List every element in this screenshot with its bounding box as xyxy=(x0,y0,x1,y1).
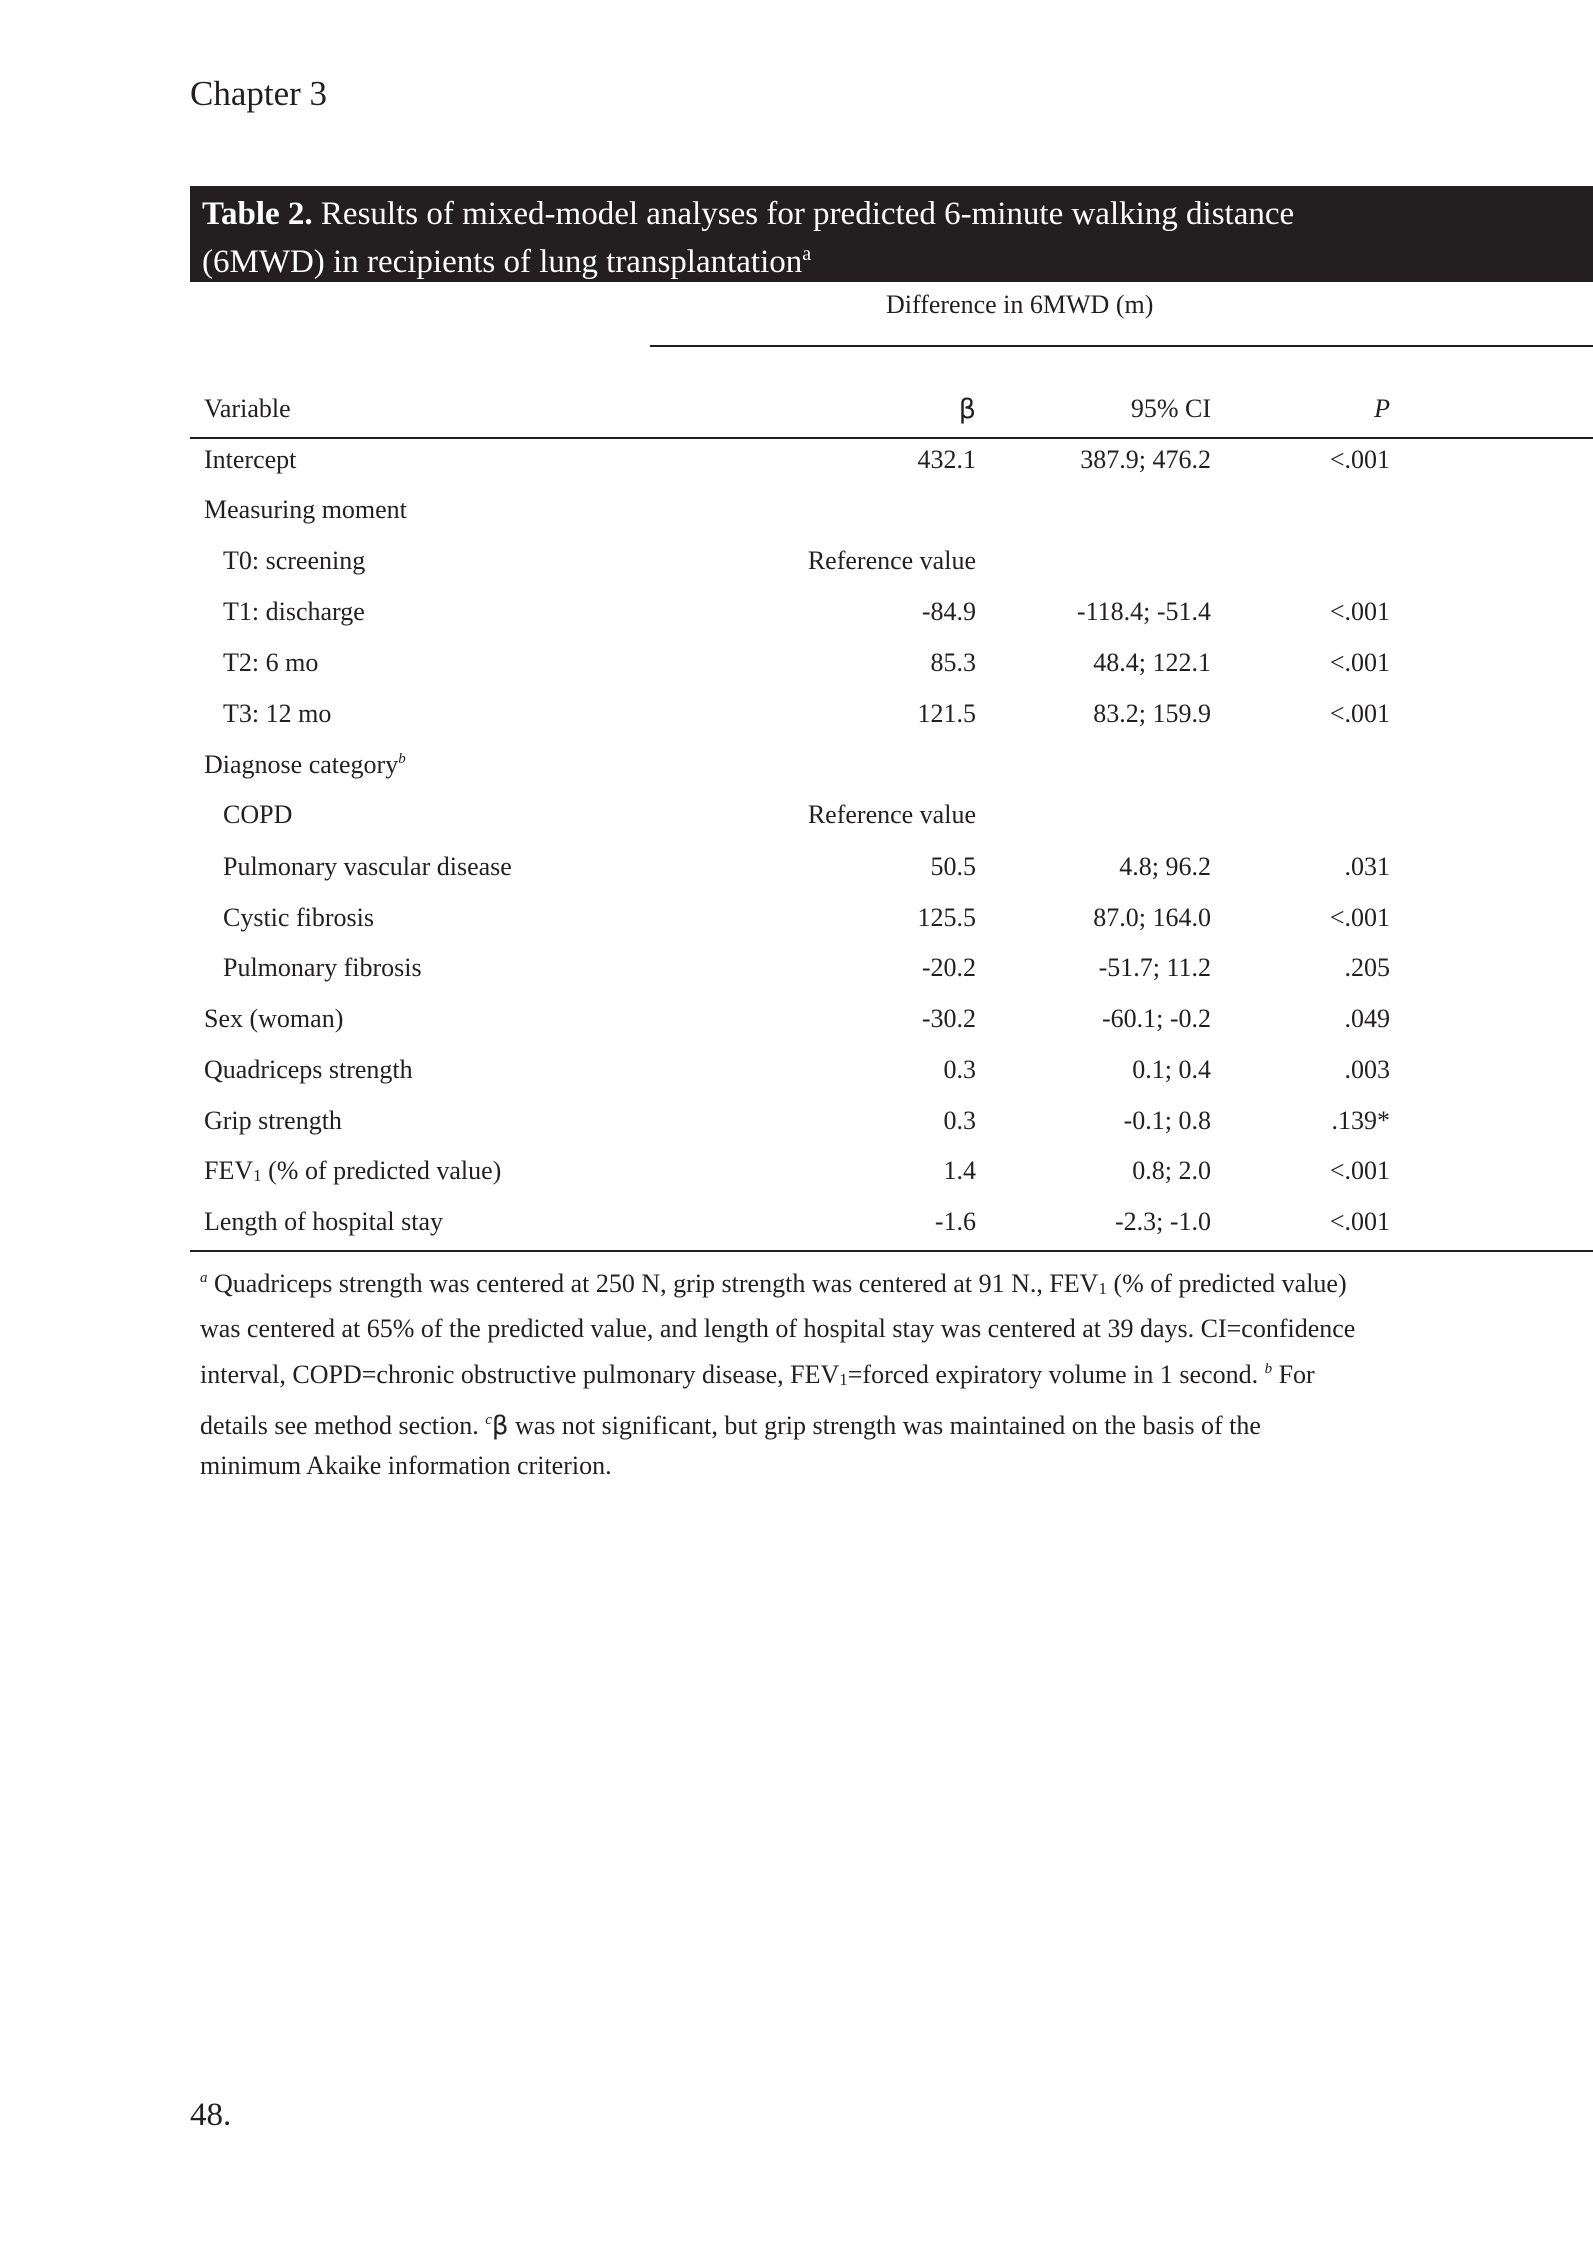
table-row xyxy=(0,1004,1593,1052)
row-p: <.001 xyxy=(1329,1207,1390,1236)
row-beta: Reference value xyxy=(807,546,976,575)
footnote-text-3: =forced expiratory volume in 1 second. xyxy=(847,1360,1265,1389)
row-beta: 0.3 xyxy=(943,1055,976,1084)
table-row xyxy=(0,800,1593,848)
row-beta: 1.4 xyxy=(943,1156,976,1185)
row-p: .031 xyxy=(1344,852,1390,881)
row-p: <.001 xyxy=(1329,1156,1390,1185)
row-ci: 0.8; 2.0 xyxy=(1132,1156,1211,1185)
row-p: .139* xyxy=(1331,1106,1390,1135)
bottom-rule xyxy=(190,1250,1593,1252)
row-variable: Sex (woman) xyxy=(204,1004,344,1033)
table-row xyxy=(0,597,1593,645)
row-variable: Quadriceps strength xyxy=(204,1055,413,1084)
table-row xyxy=(0,648,1593,696)
row-variable-post: (% of predicted value) xyxy=(261,1156,502,1185)
table-title xyxy=(190,186,1593,282)
row-variable-text: Diagnose category xyxy=(204,750,399,779)
footnote-mark-a: a xyxy=(200,1270,208,1286)
row-variable: Intercept xyxy=(204,445,297,474)
col-header-ci: 95% CI xyxy=(1130,394,1211,423)
table-row xyxy=(0,1106,1593,1154)
footnote-text-1: Quadriceps strength was centered at 250 N, grip strength was centered at 91 N., FEV xyxy=(207,1269,1099,1298)
row-beta: 125.5 xyxy=(917,903,976,932)
table-row xyxy=(0,445,1593,493)
table-title-line1: Results of mixed-model analyses for predicted 6-minute walking distance xyxy=(320,196,1295,232)
table-row xyxy=(0,546,1593,594)
row-variable: T0: screening xyxy=(223,546,366,575)
row-ci: 4.8; 96.2 xyxy=(1119,852,1211,881)
row-beta: -84.9 xyxy=(921,597,976,626)
running-header: Chapter 3 xyxy=(190,74,328,113)
footnote-mark-b: b xyxy=(1264,1361,1273,1377)
row-variable xyxy=(204,750,406,780)
row-ci: 0.1; 0.4 xyxy=(1132,1055,1211,1084)
footnote-text-5: was not significant, but grip strength was maintained on the basis of the minimum Akaike information criterion. xyxy=(200,1411,1261,1480)
header-rule xyxy=(190,437,1593,439)
row-beta: 121.5 xyxy=(917,699,976,728)
row-p: <.001 xyxy=(1329,903,1390,932)
table-row xyxy=(0,699,1593,747)
row-ci: 48.4; 122.1 xyxy=(1093,648,1211,677)
group-header: Difference in 6MWD (m) xyxy=(886,290,1154,319)
footnote-beta-symbol: β xyxy=(491,1411,509,1441)
row-variable: COPD xyxy=(223,800,293,829)
title-footnote-mark: a xyxy=(802,243,812,265)
table-row xyxy=(0,903,1593,951)
table-row xyxy=(0,852,1593,900)
row-variable: Pulmonary fibrosis xyxy=(223,953,422,982)
table-row xyxy=(0,953,1593,1001)
row-p: .049 xyxy=(1344,1004,1390,1033)
row-ci: 387.9; 476.2 xyxy=(1080,445,1211,474)
row-beta: 0.3 xyxy=(943,1106,976,1135)
row-beta: Reference value xyxy=(807,800,976,829)
row-p: <.001 xyxy=(1329,648,1390,677)
footnote-text-2: (% of predicted value) was centered at 65% of the predicted value, and length of hospital stay was centered at 39 days. CI=confidence interval, COPD=chronic obstructive pulmonary disease, FEV xyxy=(200,1269,1356,1389)
row-p: .205 xyxy=(1344,953,1390,982)
table-row xyxy=(0,750,1593,798)
col-header-variable: Variable xyxy=(204,394,291,423)
row-variable: Measuring moment xyxy=(204,495,407,524)
row-beta: 50.5 xyxy=(930,852,976,881)
table-row xyxy=(0,1055,1593,1103)
row-ci: -2.3; -1.0 xyxy=(1114,1207,1211,1236)
row-p: <.001 xyxy=(1329,445,1390,474)
row-variable: Length of hospital stay xyxy=(204,1207,444,1236)
table-row xyxy=(0,1207,1593,1255)
row-variable: T1: discharge xyxy=(223,597,365,626)
row-beta: -30.2 xyxy=(921,1004,976,1033)
footnote-sub-1: 1 xyxy=(1098,1279,1107,1298)
group-rule xyxy=(650,345,1593,347)
row-beta: -1.6 xyxy=(934,1207,976,1236)
row-variable: Grip strength xyxy=(204,1106,342,1135)
row-p: .003 xyxy=(1344,1055,1390,1084)
row-variable: T2: 6 mo xyxy=(223,648,319,677)
row-beta: -20.2 xyxy=(921,953,976,982)
row-ci: -60.1; -0.2 xyxy=(1101,1004,1211,1033)
table-title-line2: (6MWD) in recipients of lung transplantation xyxy=(202,244,803,280)
row-ci: -51.7; 11.2 xyxy=(1098,953,1211,982)
row-variable-pre: FEV xyxy=(204,1156,254,1185)
row-variable: Cystic fibrosis xyxy=(223,903,374,932)
table-footnote xyxy=(200,1258,1360,1486)
row-p: <.001 xyxy=(1329,699,1390,728)
row-variable-sub: 1 xyxy=(253,1166,262,1185)
row-variable xyxy=(204,1156,501,1186)
row-p: <.001 xyxy=(1329,597,1390,626)
row-variable: Pulmonary vascular disease xyxy=(223,852,512,881)
row-ci: -0.1; 0.8 xyxy=(1123,1106,1211,1135)
row-ci: 87.0; 164.0 xyxy=(1093,903,1211,932)
row-beta: 85.3 xyxy=(930,648,976,677)
table-label: Table 2. xyxy=(202,196,313,232)
row-ci: 83.2; 159.9 xyxy=(1093,699,1211,728)
footnote-mark-c: c xyxy=(485,1412,492,1428)
row-variable: T3: 12 mo xyxy=(223,699,332,728)
col-header-beta: β xyxy=(958,394,976,425)
table-row xyxy=(0,1156,1593,1204)
row-footnote-mark: b xyxy=(398,751,406,767)
footnote-text-4: For details see method section. xyxy=(200,1360,1315,1440)
row-beta: 432.1 xyxy=(917,445,976,474)
table-header-row xyxy=(0,394,1593,442)
row-ci: -118.4; -51.4 xyxy=(1076,597,1211,626)
table-row xyxy=(0,495,1593,543)
page-number: 48. xyxy=(190,2097,232,2133)
footnote-sub-2: 1 xyxy=(839,1370,848,1389)
col-header-p: P xyxy=(1374,394,1390,423)
